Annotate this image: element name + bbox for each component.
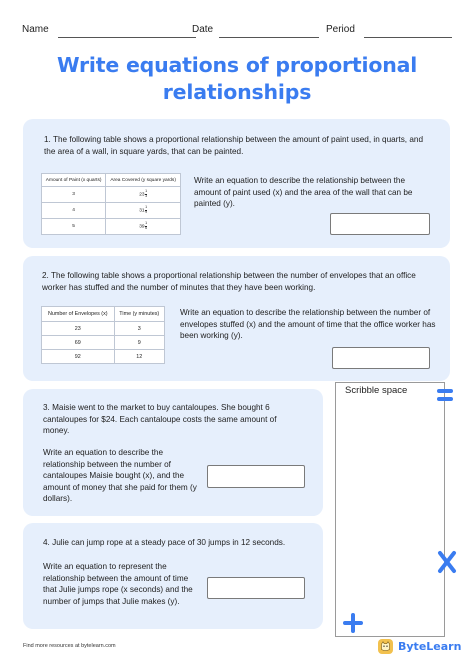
name-label: Name — [22, 24, 49, 35]
table-header: Amount of Paint (x quarts) — [42, 174, 106, 187]
question-2-prompt: Write an equation to describe the relationship between the number of envelopes stuffed (x) and the amount of time that the office worker has been working (y). — [180, 308, 436, 340]
equals-icon — [437, 389, 453, 402]
question-2-table — [41, 306, 165, 364]
question-2-answer-box[interactable] — [332, 347, 430, 369]
multiply-icon — [437, 549, 457, 575]
question-4-prompt: Write an equation to represent the relationship between the amount of time that Julie jumps rope (x seconds) and the number of jumps that Julie makes (y). — [43, 562, 193, 606]
date-field[interactable] — [219, 37, 319, 38]
table-row: 92 12 — [42, 350, 165, 364]
question-4-answer-box[interactable] — [207, 577, 305, 599]
period-field[interactable] — [364, 37, 452, 38]
brand-name: ByteLearn — [398, 639, 462, 653]
table-row: 3 23 $\frac{1}{3}$ — [42, 187, 181, 203]
name-field[interactable] — [58, 37, 196, 38]
table-header: Number of Envelopes (x) — [42, 307, 115, 322]
page-title — [0, 52, 474, 106]
period-label: Period — [326, 24, 355, 35]
brand-logo — [378, 637, 461, 655]
student-info-header — [22, 24, 454, 40]
date-label: Date — [192, 24, 214, 35]
page-title-line2: relationships — [162, 80, 312, 104]
scribble-area[interactable] — [335, 382, 445, 637]
question-1-answer-box[interactable] — [330, 213, 430, 235]
question-1-prompt: Write an equation to describe the relationship between the amount of paint used (x) and the area of the wall that can be painted (y). — [194, 176, 413, 208]
table-row: 69 9 — [42, 336, 165, 350]
question-1-table — [41, 173, 181, 235]
footer-text: Find more resources at bytelearn.com — [23, 643, 116, 649]
cat-face-icon — [378, 639, 393, 654]
question-2-text: 2. The following table shows a proportional relationship between the number of envelopes that an office worker has stuffed and the number of minutes that they have been working. — [42, 271, 416, 292]
scribble-title: Scribble space — [345, 385, 408, 396]
table-row: 4 31 $\frac{1}{9}$ — [42, 203, 181, 219]
question-4-text: 4. Julie can jump rope at a steady pace of 30 jumps in 12 seconds. — [43, 538, 286, 547]
question-3-answer-box[interactable] — [207, 465, 305, 488]
page-title-line1: Write equations of proportional — [56, 53, 418, 77]
table-row: 23 3 — [42, 322, 165, 336]
table-header: Area Covered (y square yards) — [106, 174, 181, 187]
plus-icon — [343, 613, 363, 633]
question-3-prompt: Write an equation to describe the relationship between the number of cantaloupes Maisie bought (x), and the amount of money that she paid for them (y dollars). — [43, 448, 197, 503]
question-3-text: 3. Maisie went to the market to buy cantaloupes. She bought 6 cantaloupes for $24. Each cantaloupe costs the same amount of money. — [43, 403, 277, 435]
question-1-text: 1. The following table shows a proportional relationship between the amount of paint used, in quarts, and the area of a wall, in square yards, that can be painted. — [44, 135, 423, 156]
table-header: Time (y minutes) — [114, 307, 164, 322]
table-row: 5 39 $\frac{1}{6}$ — [42, 219, 181, 235]
